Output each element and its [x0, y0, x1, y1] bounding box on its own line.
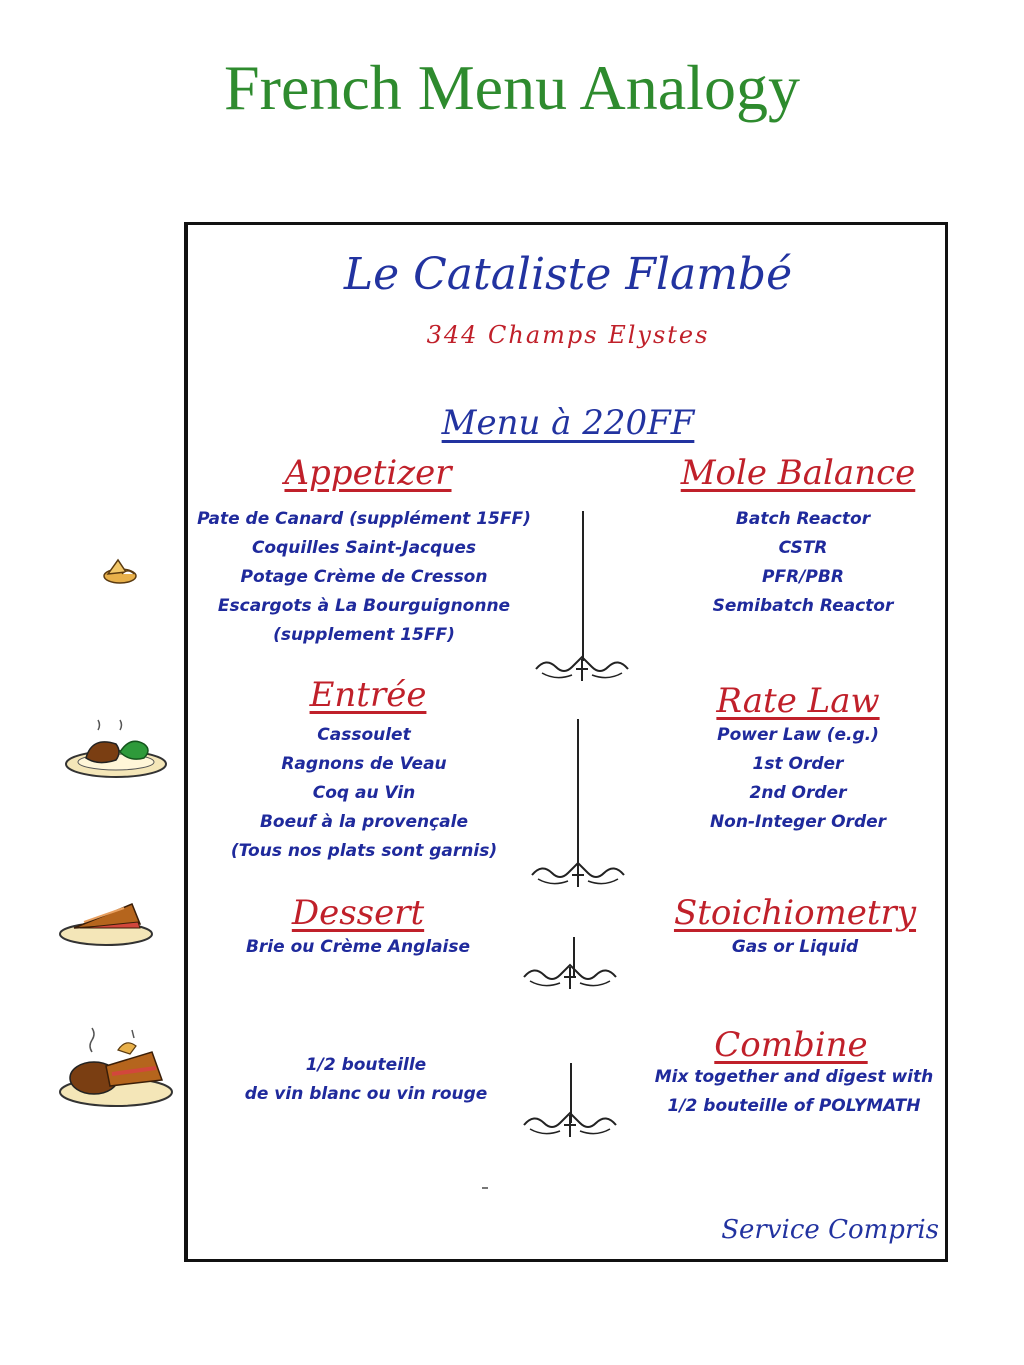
list-item: (supplement 15FF): [273, 625, 455, 645]
mole-balance-items: [658, 505, 948, 621]
main-course-plate-icon: [56, 1022, 176, 1112]
list-item: Non-Integer Order: [709, 812, 887, 832]
dessert-heading: Dessert: [291, 893, 425, 933]
menu-card: [184, 222, 948, 1262]
rate-law-heading: Rate Law: [716, 681, 880, 721]
section-divider: [577, 719, 579, 865]
list-item: Mix together and digest with: [654, 1067, 934, 1087]
ornament-icon: [520, 963, 620, 991]
list-item: Ragnons de Veau: [281, 754, 447, 774]
ornament-icon: [528, 861, 628, 889]
service-compris: Service Compris: [721, 1215, 939, 1245]
list-item: Semibatch Reactor: [712, 596, 894, 616]
section-divider: [582, 511, 584, 661]
restaurant-address: 344 Champs Elystes: [426, 321, 710, 349]
ornament-icon: [520, 1111, 620, 1139]
slide-title: French Menu Analogy: [224, 52, 800, 123]
list-item: Potage Crème de Cresson: [240, 567, 488, 587]
combine-items: [640, 1063, 948, 1121]
list-item: Batch Reactor: [735, 509, 871, 529]
list-item: Coquilles Saint-Jacques: [251, 538, 477, 558]
appetizer-food-icon: [100, 556, 140, 586]
dessert-pie-icon: [56, 898, 156, 948]
entree-items: [188, 721, 540, 866]
list-item: (Tous nos plats sont garnis): [230, 841, 498, 861]
list-item: Power Law (e.g.): [717, 725, 879, 745]
list-item: Cassoulet: [317, 725, 411, 745]
rate-law-items: [648, 721, 948, 837]
stray-mark: [482, 1187, 488, 1189]
list-item: Coq au Vin: [312, 783, 416, 803]
entree-heading: Entrée: [309, 675, 427, 715]
list-item: 2nd Order: [749, 783, 847, 803]
list-item: PFR/PBR: [762, 567, 844, 587]
appetizer-items: [188, 505, 540, 650]
list-item: Boeuf à la provençale: [259, 812, 469, 832]
appetizer-heading: Appetizer: [284, 453, 452, 493]
dessert-items: [188, 933, 528, 962]
list-item: 1/2 bouteille of POLYMATH: [667, 1096, 921, 1116]
list-item: de vin blanc ou vin rouge: [244, 1084, 488, 1104]
menu-price: Menu à 220FF: [441, 403, 695, 443]
list-item: 1st Order: [752, 754, 844, 774]
combine-heading: Combine: [714, 1025, 868, 1065]
stoichiometry-items: [642, 933, 948, 962]
stoichiometry-heading: Stoichiometry: [673, 893, 917, 933]
list-item: CSTR: [778, 538, 828, 558]
wine-items: [188, 1051, 544, 1109]
list-item: Escargots à La Bourguignonne: [217, 596, 511, 616]
restaurant-name: Le Cataliste Flambé: [343, 249, 793, 300]
list-item: Brie ou Crème Anglaise: [245, 937, 471, 957]
list-item: Pate de Canard (supplément 15FF): [197, 509, 531, 529]
mole-balance-heading: Mole Balance: [680, 453, 916, 493]
list-item: 1/2 bouteille: [305, 1055, 427, 1075]
list-item: Gas or Liquid: [731, 937, 859, 957]
entree-plate-icon: [62, 716, 170, 780]
